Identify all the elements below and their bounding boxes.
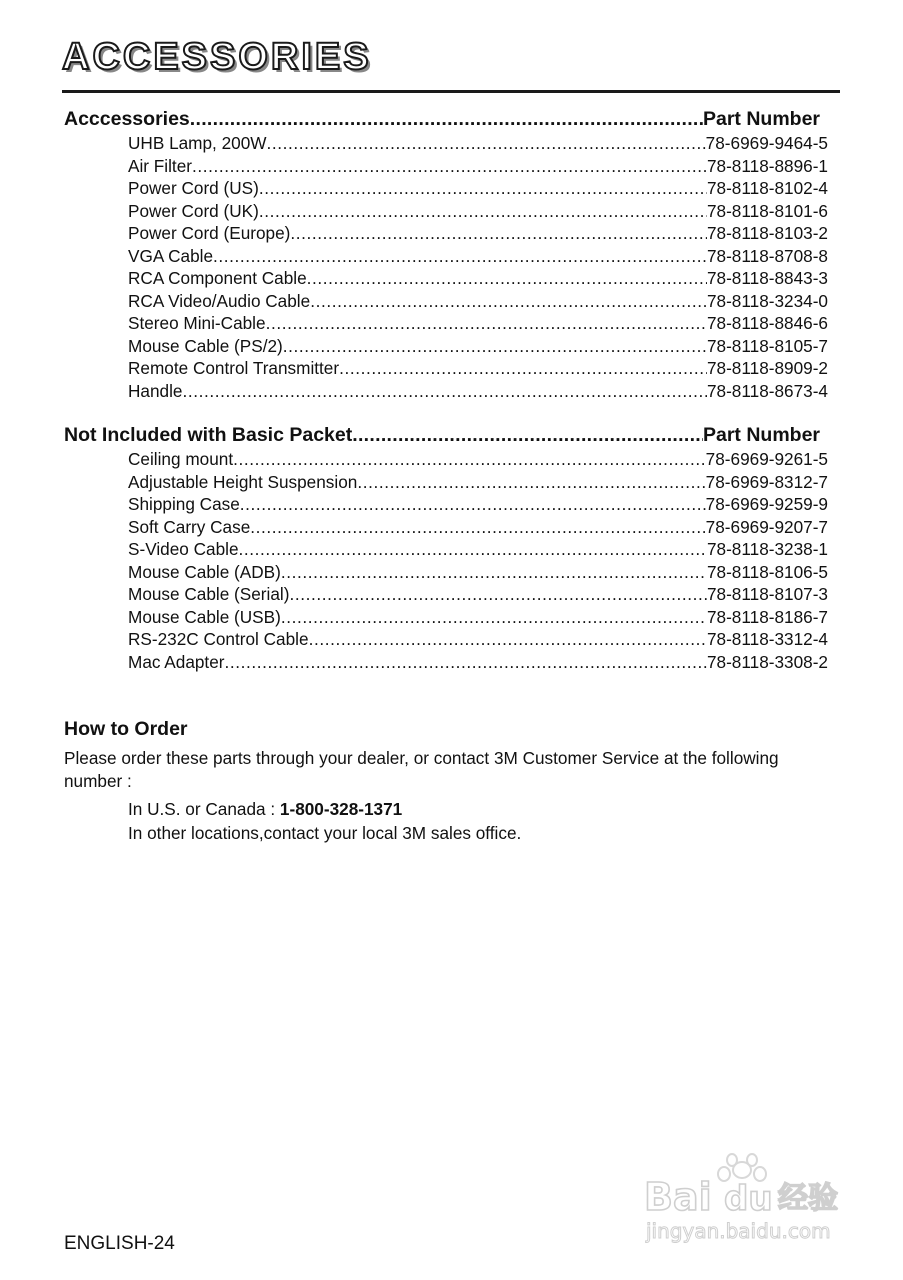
part-row: [64, 245, 828, 268]
part-name: Mac Adapter: [128, 651, 225, 672]
part-row: [64, 493, 828, 516]
part-name: UHB Lamp, 200W: [128, 133, 267, 153]
contact-info: [128, 798, 521, 845]
part-name: RCA Component Cable: [128, 268, 307, 288]
page-title: ACCESSORIES: [62, 36, 372, 78]
part-number: 78-6969-9207-7: [705, 516, 828, 537]
part-row: [64, 267, 828, 290]
part-row: [64, 177, 828, 200]
part-name: Power Cord (US): [128, 178, 259, 198]
svg-text:Bai: Bai: [644, 1175, 712, 1219]
part-name: VGA Cable: [128, 245, 214, 266]
part-row: [64, 357, 828, 380]
part-row: [64, 155, 828, 178]
part-name: Stereo Mini-Cable: [128, 313, 266, 333]
part-name: Mouse Cable (USB): [128, 606, 281, 627]
part-number: 78-8118-3234-0: [706, 290, 828, 311]
us-phone-number: 1-800-328-1371: [279, 799, 403, 819]
how-to-order-body: Please order these parts through your dealer, or contact 3M Customer Service at the following number :: [64, 748, 779, 791]
part-number: 78-8118-8896-1: [706, 155, 828, 176]
part-number: 78-8118-8103-2: [706, 223, 828, 243]
part-name: Handle: [128, 380, 183, 401]
part-row: [64, 516, 828, 539]
not-included-section: [64, 423, 828, 673]
part-row: [64, 561, 828, 584]
svg-text:jingyan.baidu.com: jingyan.baidu.com: [646, 1219, 831, 1243]
title-divider: [62, 90, 840, 93]
part-row: [64, 651, 828, 674]
part-name: Power Cord (UK): [128, 200, 259, 221]
accessories-section: [64, 107, 828, 402]
us-contact-label: In U.S. or Canada :: [128, 799, 280, 819]
baidu-watermark-logo: [642, 1148, 852, 1248]
part-number: 78-8118-3238-1: [706, 539, 828, 559]
part-number: 78-6969-9464-5: [705, 133, 828, 153]
part-number: 78-8118-8107-3: [706, 584, 828, 604]
part-name: S-Video Cable: [128, 539, 239, 559]
part-number: 78-8118-8909-2: [706, 358, 828, 378]
not-included-list: [64, 448, 828, 673]
part-number: 78-6969-8312-7: [705, 471, 828, 492]
part-row: [64, 448, 828, 471]
part-row: [64, 471, 828, 494]
part-name: Mouse Cable (PS/2): [128, 335, 283, 356]
part-number: 78-6969-9261-5: [705, 449, 828, 469]
part-row: [64, 335, 828, 358]
part-row: [64, 132, 828, 155]
part-row: [64, 606, 828, 629]
part-number: 78-8118-3308-2: [706, 651, 828, 672]
how-to-order-title: How to Order: [64, 718, 188, 740]
part-name: Air Filter: [128, 155, 192, 176]
part-name: Power Cord (Europe): [128, 223, 291, 243]
part-name: Soft Carry Case: [128, 516, 251, 537]
part-name: Adjustable Height Suspension: [128, 471, 358, 492]
part-name: Remote Control Transmitter: [128, 358, 340, 378]
part-number: 78-8118-3312-4: [706, 629, 828, 649]
part-number: 78-6969-9259-9: [705, 494, 828, 514]
part-number: 78-8118-8846-6: [706, 313, 828, 333]
accessories-list: [64, 132, 828, 402]
part-row: [64, 312, 828, 335]
part-row: [64, 628, 828, 651]
part-row: [64, 290, 828, 313]
part-row: [64, 380, 828, 403]
accessories-header: [64, 107, 820, 131]
part-name: Ceiling mount: [128, 449, 234, 469]
accessories-header-part: Part Number: [702, 108, 820, 130]
accessories-header-label: Acccessories: [64, 108, 190, 130]
part-name: RCA Video/Audio Cable: [128, 290, 311, 311]
part-row: [64, 583, 828, 606]
part-number: 78-8118-8708-8: [706, 245, 828, 266]
not-included-header: [64, 423, 820, 447]
part-number: 78-8118-8106-5: [706, 561, 828, 582]
part-name: Mouse Cable (ADB): [128, 561, 281, 582]
page-footer: ENGLISH-24: [64, 1233, 175, 1254]
not-included-header-label: Not Included with Basic Packet: [64, 424, 353, 446]
not-included-header-part: Part Number: [702, 424, 820, 446]
svg-text:经验: 经验: [778, 1181, 838, 1216]
part-number: 78-8118-8673-4: [706, 380, 828, 401]
us-contact-line: [128, 798, 521, 822]
svg-text:du: du: [724, 1179, 773, 1219]
part-number: 78-8118-8186-7: [706, 606, 828, 627]
part-number: 78-8118-8102-4: [706, 178, 828, 198]
part-name: RS-232C Control Cable: [128, 629, 309, 649]
other-locations-line: In other locations,contact your local 3M sales office.: [128, 822, 522, 843]
part-row: [64, 200, 828, 223]
part-name: Shipping Case: [128, 494, 240, 514]
part-row: [64, 538, 828, 561]
part-row: [64, 222, 828, 245]
part-number: 78-8118-8105-7: [706, 335, 828, 356]
part-number: 78-8118-8101-6: [706, 200, 828, 221]
part-name: Mouse Cable (Serial): [128, 584, 290, 604]
part-number: 78-8118-8843-3: [706, 268, 828, 288]
